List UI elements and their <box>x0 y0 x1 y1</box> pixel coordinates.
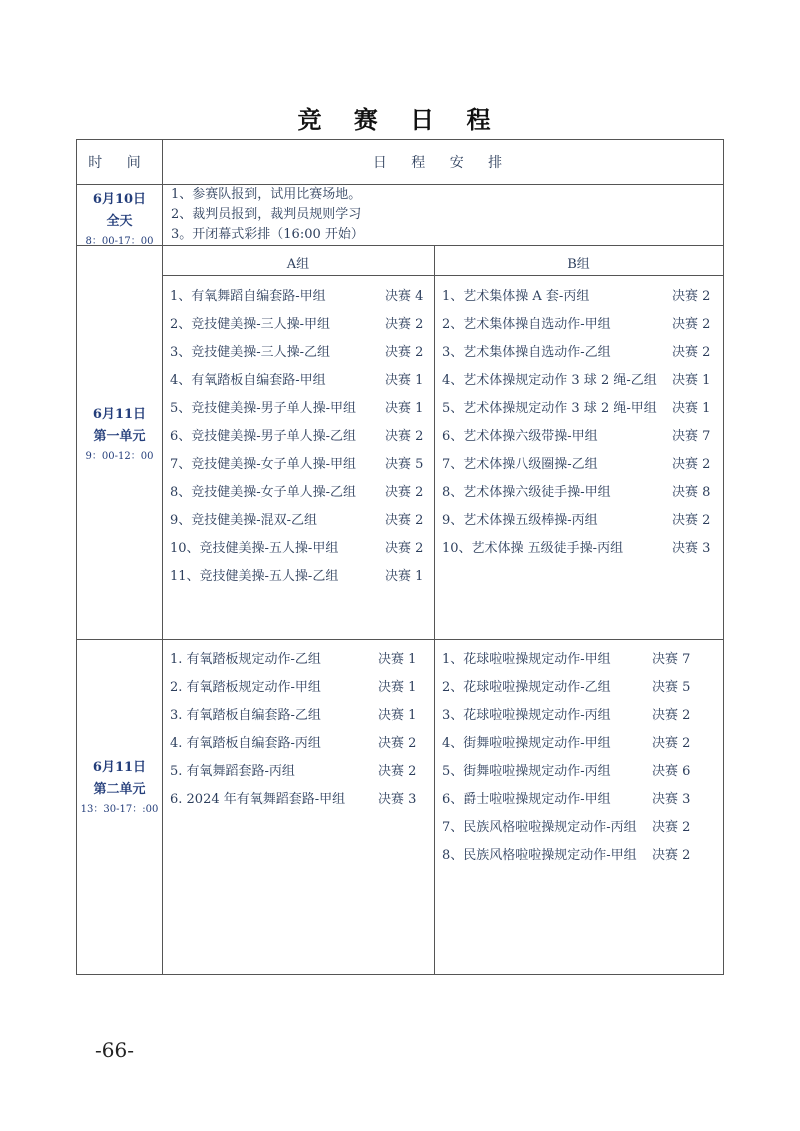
schedule-item <box>442 287 722 307</box>
schedule-item-result: 决赛 2 <box>385 485 424 500</box>
schedule-item <box>442 399 722 419</box>
schedule-item <box>442 650 702 670</box>
schedule-item <box>170 315 435 335</box>
schedule-item <box>170 399 435 419</box>
schedule-item-name: 2、艺术集体操自选动作-甲组 <box>442 317 611 332</box>
schedule-item-name: 7、艺术体操八级圈操-乙组 <box>442 457 598 472</box>
schedule-item-result: 决赛 3 <box>378 792 417 807</box>
schedule-item-name: 4、艺术体操规定动作 3 球 2 绳-乙组 <box>442 373 657 388</box>
group-b-header: B组 <box>567 257 590 272</box>
schedule-item <box>170 706 428 726</box>
schedule-item-name: 8、民族风格啦啦操规定动作-甲组 <box>442 848 637 863</box>
session2-time-cell <box>77 756 162 815</box>
schedule-item-result: 决赛 1 <box>672 401 711 416</box>
schedule-item-result: 决赛 3 <box>672 541 711 556</box>
session1-unit: 第一单元 <box>93 429 146 444</box>
schedule-item <box>442 762 702 782</box>
schedule-item-name: 7、竞技健美操-女子单人操-甲组 <box>170 457 357 472</box>
group-a-header: A组 <box>286 257 310 272</box>
day1-line: 2、裁判员报到，裁判员规则学习 <box>171 207 362 222</box>
schedule-item <box>442 343 722 363</box>
schedule-item-result: 决赛 6 <box>652 764 691 779</box>
session1-time: 9：00-12：00 <box>85 451 154 462</box>
schedule-item <box>170 790 428 810</box>
schedule-item-result: 决赛 2 <box>672 317 711 332</box>
schedule-item-result: 决赛 7 <box>672 429 711 444</box>
schedule-item-name: 8、竞技健美操-女子单人操-乙组 <box>170 485 357 500</box>
schedule-item-result: 决赛 2 <box>378 764 417 779</box>
page-number: -66- <box>95 1038 134 1062</box>
schedule-item <box>170 678 428 698</box>
schedule-item-result: 决赛 2 <box>652 736 691 751</box>
session1-divider <box>77 639 723 640</box>
schedule-item-result: 决赛 1 <box>378 680 417 695</box>
schedule-item <box>442 790 702 810</box>
schedule-item <box>442 706 702 726</box>
schedule-item <box>170 427 435 447</box>
schedule-item-result: 决赛 5 <box>385 457 424 472</box>
schedule-item-name: 1、艺术集体操 A 套-丙组 <box>442 289 590 304</box>
schedule-item-name: 9、竞技健美操-混双-乙组 <box>170 513 318 528</box>
schedule-item-name: 3、竞技健美操-三人操-乙组 <box>170 345 331 360</box>
schedule-item-result: 决赛 2 <box>385 317 424 332</box>
schedule-item-name: 2. 有氧踏板规定动作-甲组 <box>170 680 321 695</box>
schedule-item-result: 决赛 3 <box>652 792 691 807</box>
schedule-item-name: 1、有氧舞蹈自编套路-甲组 <box>170 289 326 304</box>
schedule-item <box>170 287 435 307</box>
schedule-item <box>170 511 435 531</box>
schedule-item-result: 决赛 5 <box>652 680 691 695</box>
schedule-item <box>442 427 722 447</box>
session2-date: 6月11日 <box>92 760 147 775</box>
schedule-item-name: 8、艺术体操六级徒手操-甲组 <box>442 485 611 500</box>
schedule-item-name: 2、花球啦啦操规定动作-乙组 <box>442 680 611 695</box>
day1-time: 8：00-17：00 <box>85 236 154 247</box>
schedule-item <box>442 483 722 503</box>
schedule-item-name: 6、艺术体操六级带操-甲组 <box>442 429 598 444</box>
schedule-item-result: 决赛 1 <box>385 401 424 416</box>
time-header: 时 间 <box>88 155 151 171</box>
schedule-item <box>442 511 722 531</box>
schedule-item-name: 3、花球啦啦操规定动作-丙组 <box>442 708 611 723</box>
schedule-item-name: 1、花球啦啦操规定动作-甲组 <box>442 652 611 667</box>
group-header-divider <box>162 275 723 276</box>
schedule-item-result: 决赛 2 <box>672 345 711 360</box>
schedule-item-result: 决赛 1 <box>378 652 417 667</box>
schedule-item-name: 5、竞技健美操-男子单人操-甲组 <box>170 401 357 416</box>
schedule-item-name: 9、艺术体操五级棒操-丙组 <box>442 513 598 528</box>
schedule-item-result: 决赛 2 <box>385 513 424 528</box>
schedule-item-result: 决赛 1 <box>378 708 417 723</box>
schedule-item-name: 5、街舞啦啦操规定动作-丙组 <box>442 764 611 779</box>
schedule-item-result: 决赛 4 <box>385 289 424 304</box>
schedule-item-result: 决赛 1 <box>385 569 424 584</box>
day1-time-cell <box>77 188 162 247</box>
schedule-item-result: 决赛 2 <box>672 457 711 472</box>
day1-date: 6月10日 <box>92 192 147 207</box>
day1-divider <box>77 245 723 246</box>
schedule-item-name: 1. 有氧踏板规定动作-乙组 <box>170 652 321 667</box>
schedule-item-result: 决赛 2 <box>385 345 424 360</box>
schedule-item-result: 决赛 2 <box>672 289 711 304</box>
schedule-item <box>442 539 722 559</box>
schedule-item-result: 决赛 2 <box>378 736 417 751</box>
schedule-item <box>170 650 428 670</box>
schedule-item <box>170 483 435 503</box>
schedule-item-name: 6、爵士啦啦操规定动作-甲组 <box>442 792 611 807</box>
schedule-item <box>442 315 722 335</box>
schedule-item-result: 决赛 2 <box>385 541 424 556</box>
schedule-table <box>76 139 724 975</box>
schedule-item <box>442 371 722 391</box>
schedule-item-name: 5. 有氧舞蹈套路-丙组 <box>170 764 295 779</box>
schedule-item <box>170 539 435 559</box>
schedule-item-name: 3. 有氧踏板自编套路-乙组 <box>170 708 321 723</box>
schedule-item <box>170 371 435 391</box>
schedule-item <box>442 734 702 754</box>
schedule-item-result: 决赛 7 <box>652 652 691 667</box>
session1-time-cell <box>77 403 162 462</box>
schedule-item <box>170 455 435 475</box>
schedule-item-name: 4、街舞啦啦操规定动作-甲组 <box>442 736 611 751</box>
schedule-item-name: 4、有氧踏板自编套路-甲组 <box>170 373 326 388</box>
day1-line: 1、参赛队报到，试用比赛场地。 <box>171 187 362 202</box>
schedule-item <box>170 343 435 363</box>
session1-date: 6月11日 <box>92 407 147 422</box>
schedule-item-name: 6. 2024 年有氧舞蹈套路-甲组 <box>170 792 346 807</box>
schedule-header: 日 程 安 排 <box>372 155 513 171</box>
schedule-item-result: 决赛 2 <box>652 820 691 835</box>
schedule-item-name: 4. 有氧踏板自编套路-丙组 <box>170 736 321 751</box>
schedule-item <box>170 762 428 782</box>
page-title: 竞 赛 日 程 <box>297 105 503 134</box>
schedule-item-name: 2、竞技健美操-三人操-甲组 <box>170 317 331 332</box>
schedule-item-result: 决赛 2 <box>652 708 691 723</box>
schedule-item-result: 决赛 2 <box>672 513 711 528</box>
day1-line: 3。开闭幕式彩排（16:00 开始） <box>171 227 364 242</box>
schedule-item-name: 3、艺术集体操自选动作-乙组 <box>442 345 611 360</box>
schedule-item-result: 决赛 2 <box>385 429 424 444</box>
session2-time: 13：30-17：:00 <box>80 804 159 815</box>
session2-unit: 第二单元 <box>93 782 146 797</box>
schedule-item-result: 决赛 1 <box>672 373 711 388</box>
schedule-item <box>442 678 702 698</box>
day1-schedule <box>171 185 711 245</box>
day1-unit: 全天 <box>106 214 133 229</box>
schedule-item <box>442 846 702 866</box>
schedule-item-name: 10、艺术体操 五级徒手操-丙组 <box>442 541 624 556</box>
schedule-item-name: 10、竞技健美操-五人操-甲组 <box>170 541 339 556</box>
schedule-item-result: 决赛 1 <box>385 373 424 388</box>
schedule-item <box>442 818 702 838</box>
schedule-item <box>442 455 722 475</box>
schedule-item-name: 11、竞技健美操-五人操-乙组 <box>170 569 339 584</box>
schedule-item <box>170 567 435 587</box>
schedule-item-name: 6、竞技健美操-男子单人操-乙组 <box>170 429 357 444</box>
schedule-item-name: 5、艺术体操规定动作 3 球 2 绳-甲组 <box>442 401 657 416</box>
schedule-item <box>170 734 428 754</box>
schedule-item-result: 决赛 2 <box>652 848 691 863</box>
schedule-item-result: 决赛 8 <box>672 485 711 500</box>
schedule-item-name: 7、民族风格啦啦操规定动作-丙组 <box>442 820 637 835</box>
